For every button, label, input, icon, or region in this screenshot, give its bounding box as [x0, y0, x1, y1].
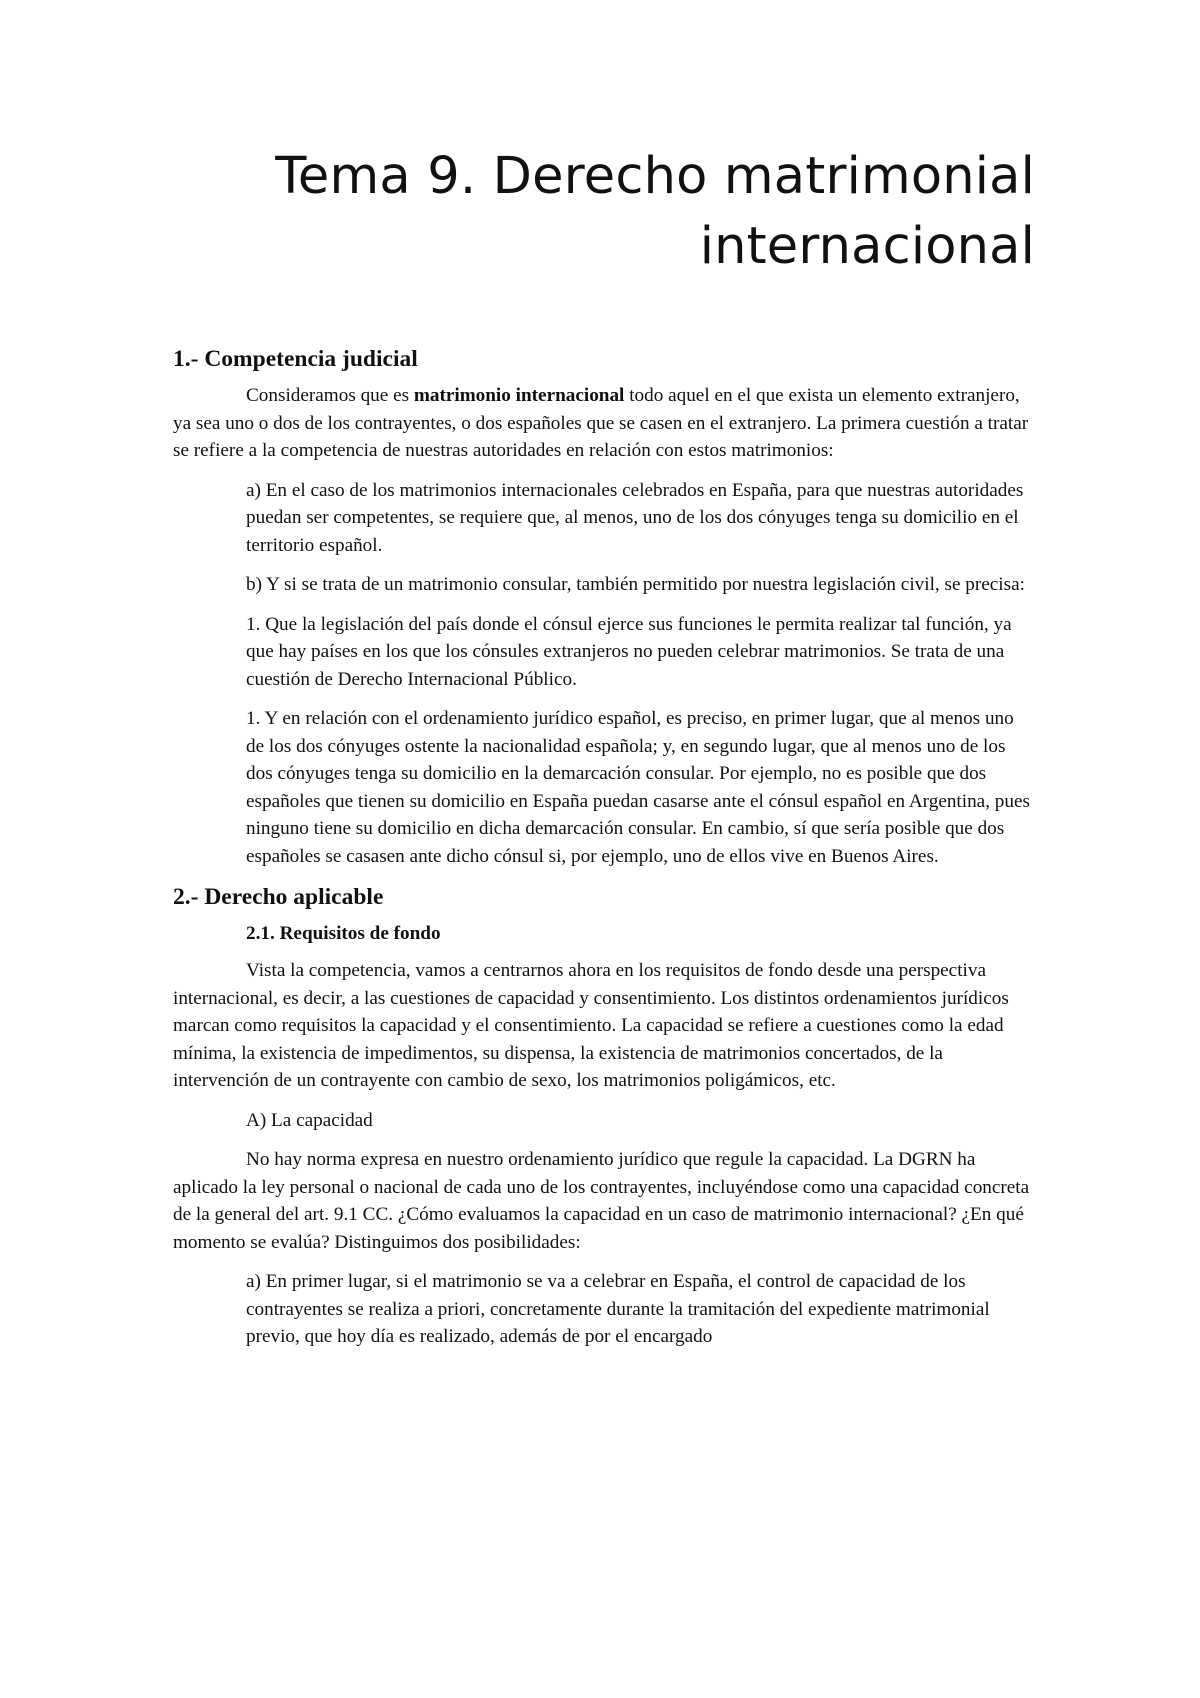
section-1-intro-start: Consideramos que es [246, 385, 414, 406]
section-1-intro-term: matrimonio internacional [413, 385, 625, 406]
capacity-subheading: A) La capacidad [246, 1109, 373, 1131]
document-title [173, 142, 1035, 282]
section-1-item-1a: 1. Que la legislación del país donde el cónsul ejerce sus funciones le permita realizar tal función, ya que hay países en los que los cónsules extranjeros no pueden celebrar matrimonios. Se trata de una cuestión de Derecho Internacional Público. [246, 613, 1012, 690]
section-1-heading: 1.- Competencia judicial [173, 346, 418, 372]
section-1-item-b: b) Y si se trata de un matrimonio consular, también permitido por nuestra legislación civil, se precisa: [246, 574, 1025, 595]
document-title-line-1: Tema 9. Derecho matrimonial [275, 147, 1035, 206]
section-2-item-a: a) En primer lugar, si el matrimonio se va a celebrar en España, el control de capacidad de los contrayentes se realiza a priori, concretamente durante la tramitación del expediente matrimonial previo, que hoy día es realizado, además de por el encargado [246, 1271, 990, 1347]
document-page [173, 0, 1035, 1698]
section-2-paragraph-1: Vista la competencia, vamos a centrarnos ahora en los requisitos de fondo desde una perspectiva internacional, es decir, a las cuestiones de capacidad y consentimiento. Los distintos ordenamientos jurídicos marcan como requisitos la capacidad y el consentimiento. La capacidad se refiere a cuestiones como la edad mínima, la existencia de impedimentos, su dispensa, la existencia de matrimonios concertados, de la intervención de un contrayente con cambio de sexo, los matrimonios poligámicos, etc. [173, 960, 1009, 1091]
document-body [173, 344, 1035, 1363]
section-2-1-heading: 2.1. Requisitos de fondo [246, 923, 441, 944]
document-title-line-2: internacional [699, 217, 1035, 276]
section-1-intro-end: todo aquel en el que exista un elemento extranjero, ya sea uno o dos de los contrayentes, o dos españoles que se casen en el extranjero. La primera cuestión a tratar se refiere a la competencia de nuestras autoridades en relación con estos matrimonios: [173, 385, 1029, 461]
section-2-paragraph-2: No hay norma expresa en nuestro ordenamiento jurídico que regule la capacidad. La DGRN ha aplicado la ley personal o nacional de cada uno de los contrayentes, incluyéndose como una capacidad concreta de la general del art. 9.1 CC. ¿Cómo evaluamos la capacidad en un caso de matrimonio internacional? ¿En qué momento se evalúa? Distinguimos dos posibilidades: [173, 1149, 1030, 1253]
section-1-intro [173, 382, 1035, 465]
section-1-item-1b: 1. Y en relación con el ordenamiento jurídico español, es preciso, en primer lugar, que al menos uno de los dos cónyuges ostente la nacionalidad española; y, en segundo lugar, que al menos uno de los dos cónyuges tenga su domicilio en la demarcación consular. Por ejemplo, no es posible que dos españoles que tienen su domicilio en España puedan casarse ante el cónsul español en Argentina, pues ninguno tiene su domicilio en dicha demarcación consular. En cambio, sí que sería posible que dos españoles se casasen ante dicho cónsul si, por ejemplo, uno de ellos vive en Buenos Aires. [246, 708, 1030, 867]
section-1-item-a: a) En el caso de los matrimonios internacionales celebrados en España, para que nuestras autoridades puedan ser competentes, se requiere que, al menos, uno de los dos cónyuges tenga su domicilio en el territorio español. [246, 479, 1024, 556]
section-2-heading: 2.- Derecho aplicable [173, 884, 384, 910]
